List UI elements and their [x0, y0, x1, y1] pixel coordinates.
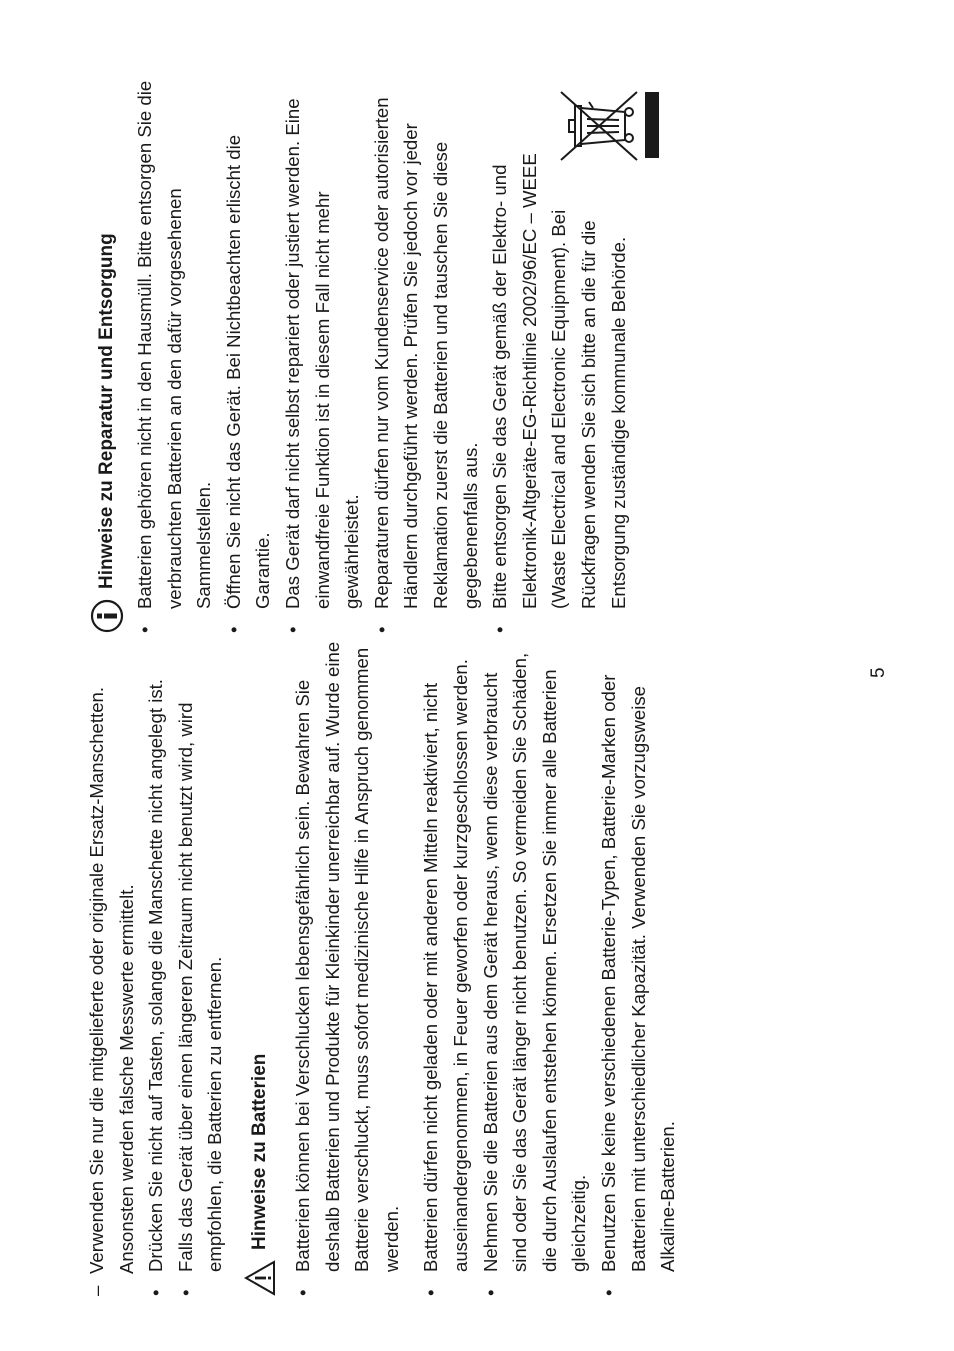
list-item: [288, 636, 406, 1296]
bullet-marker: •: [281, 626, 303, 633]
info-icon: [90, 599, 124, 633]
repair-section-heading: [90, 73, 124, 633]
list-item-text: Drücken Sie nicht auf Tasten, solange die Manschette nicht angelegt ist.: [145, 679, 167, 1272]
bullet-marker: •: [222, 626, 244, 633]
battery-section-heading: [244, 636, 276, 1296]
list-item: [278, 73, 367, 633]
list-item-text: Benutzen Sie keine verschiedenen Batterie-Typen, Batterie-Marken oder Batterien mit unterschiedlicher Kapazität. Verwenden Sie vorzugsweise Alkaline-Batterien.: [597, 674, 679, 1272]
list-item: [219, 73, 278, 633]
list-item: [367, 73, 485, 633]
warning-triangle-icon: [244, 1260, 276, 1296]
weee-crossed-bin-icon: [553, 82, 663, 168]
bullet-marker: •: [145, 1289, 167, 1296]
list-item: [171, 636, 230, 1296]
bullet-marker: •: [479, 1289, 501, 1296]
bullet-marker: •: [420, 1289, 442, 1296]
list-item: [476, 636, 594, 1296]
bullet-marker: •: [174, 1289, 196, 1296]
bullet-marker: •: [489, 626, 511, 633]
list-item-text: Falls das Gerät über einen längeren Zeitraum nicht benutzt wird, wird empfohlen, die Batterien zu entfernen.: [174, 702, 226, 1272]
list-item-text: Bitte entsorgen Sie das Gerät gemäß der Elektro- und Elektronik-Altgeräte-EG-Richtlinie 2002/96/EC – WEEE (Waste Electrical and Electronic Equipment). Bei Rückfragen wenden Sie sich bitte an die für die Entsorgung zuständige kommunale Behörde.: [489, 153, 629, 609]
list-item: [130, 73, 219, 633]
list-item-text: Batterien dürfen nicht geladen oder mit anderen Mitteln reaktiviert, nicht auseinandergenommen, in Feuer geworfen oder kurzgeschlossen werden.: [420, 659, 471, 1272]
list-item-text: Nehmen Sie die Batterien aus dem Gerät heraus, wenn diese verbraucht sind oder Sie das Gerät länger nicht benutzen. So vermeiden Sie Schäden, die durch Auslaufen entstehen können. Ersetzen Sie immer alle Batterien gleichzeitig.: [479, 652, 590, 1272]
page-number: 5: [868, 667, 889, 678]
bullet-marker: •: [134, 626, 155, 633]
list-item-text: Batterien können bei Verschlucken lebensgefährlich sein. Bewahren Sie deshalb Batterien und Produkte für Kleinkinder unerreichbar auf. Wurde eine Batterie verschluckt, muss sofort medizinische Hilfe in Anspruch genommen werden.: [291, 641, 402, 1272]
list-item-text: Das Gerät darf nicht selbst repariert oder justiert werden. Eine einwandfreie Funktion ist in diesem Fall nicht mehr gewährleistet.: [281, 98, 363, 609]
repair-heading-text: Hinweise zu Reparatur und Entsorgung: [96, 233, 118, 589]
weee-symbol: [553, 82, 663, 168]
left-column: [82, 636, 683, 1296]
list-item: [141, 636, 171, 1296]
list-item-text: Reparaturen dürfen nur vom Kundenservice oder autorisierten Händlern durchgeführt werden. Prüfen Sie jedoch vor jeder Reklamation zuerst die Batterien und tauschen Sie diese gegebenenfalls aus.: [370, 97, 481, 609]
list-item: [594, 636, 683, 1296]
battery-heading-text: Hinweise zu Batterien: [249, 1053, 271, 1250]
dash-marker: –: [86, 1285, 107, 1296]
bullet-marker: •: [597, 1289, 619, 1296]
bullet-marker: •: [370, 626, 392, 633]
bullet-marker: •: [291, 1289, 313, 1296]
list-item-text: Batterien gehören nicht in den Hausmüll. Bitte entsorgen Sie die verbrauchten Batterien an den dafür vorgesehenen Sammelstellen.: [134, 80, 215, 609]
list-item: [82, 636, 141, 1296]
list-item-text: Verwenden Sie nur die mitgelieferte oder originale Ersatz-Manschetten. Ansonsten werden falsche Messwerte ermittelt.: [86, 686, 137, 1274]
list-item-text: Öffnen Sie nicht das Gerät. Bei Nichtbeachten erlischt die Garantie.: [222, 134, 274, 609]
list-item: [416, 636, 475, 1296]
